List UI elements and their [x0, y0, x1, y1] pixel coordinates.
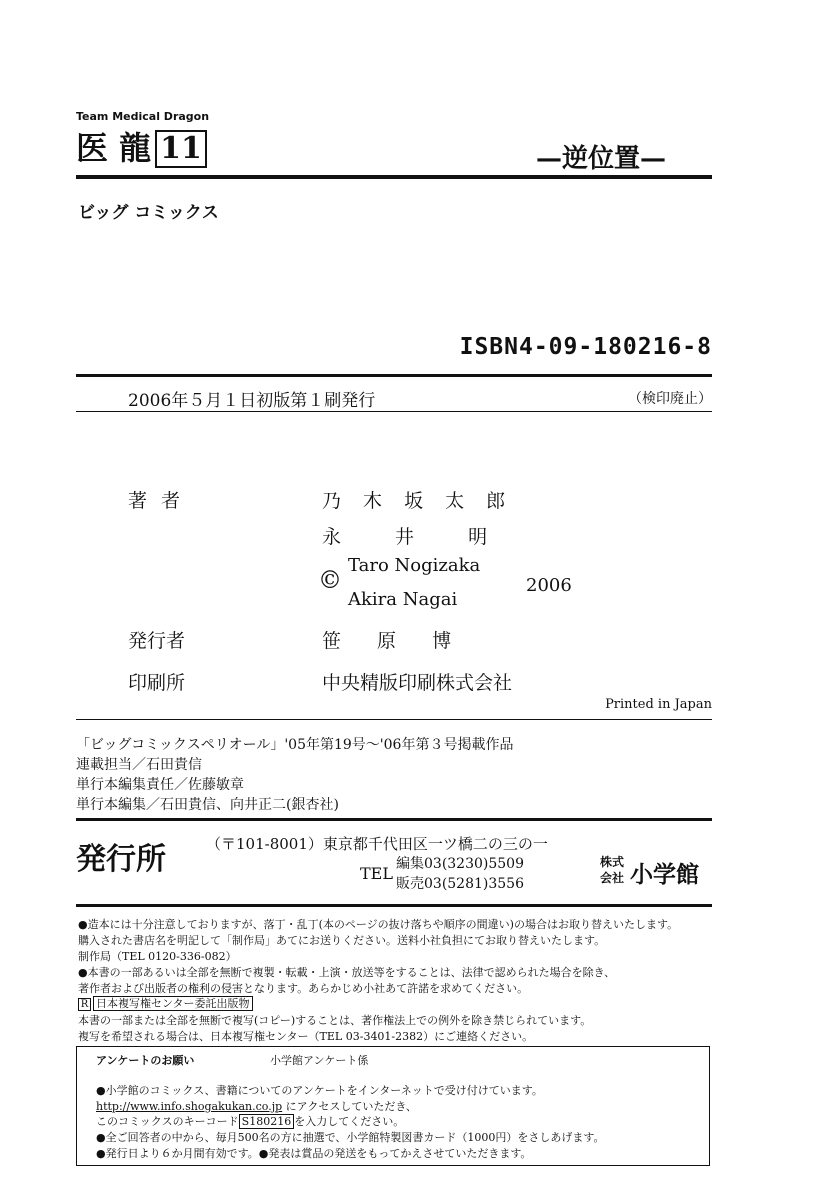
- notice-line-7: 本書の一部または全部を無断で複写(コピー)することは、著作権法上での例外を除き禁じられています。: [78, 1014, 592, 1027]
- survey-line-3: [96, 1113, 404, 1129]
- edition-date: 2006年５月１日初版第１刷発行: [128, 391, 376, 411]
- series-english-title: Team Medical Dragon: [76, 110, 210, 123]
- key-code: S180216: [239, 1114, 295, 1129]
- author-name-2: 永 井 明: [322, 526, 488, 548]
- publisher-person: 笹 原 博: [322, 630, 452, 652]
- publisher-address: （〒101-8001）東京都千代田区一ツ橋二の三の一: [206, 835, 548, 853]
- serial-line-1: 「ビッグコミックスペリオール」'05年第19号〜'06年第３号掲載作品: [76, 737, 514, 753]
- copyright-symbol: ©: [318, 566, 342, 594]
- seal-note: （検印廃止）: [628, 391, 712, 407]
- tel-editorial: 編集03(3230)5509: [396, 856, 524, 872]
- kabushiki-label: 株式: [600, 855, 625, 869]
- notice-line-3: 制作局（TEL 0120-336-082）: [78, 950, 237, 963]
- notice-line-6: [78, 995, 253, 1011]
- kaisha-label: 会社: [600, 871, 625, 885]
- survey-line-2: [96, 1098, 417, 1114]
- imprint-label: ビッグ コミックス: [78, 203, 219, 223]
- serial-line-2: 連載担当／石田貴信: [76, 757, 202, 773]
- survey-line-1: ●小学館のコミックス、書籍についてのアンケートをインターネットで受け付けています。: [96, 1084, 543, 1097]
- notice-line-8: 複写を希望される場合は、日本複写権センター（TEL 03-3401-2382）にご連絡ください。: [78, 1030, 534, 1043]
- rrc-text: 日本複写権センター委託出版物: [93, 996, 253, 1011]
- notice-line-4: ●本書の一部あるいは全部を無断で複製・転載・上演・放送等をすることは、法律で認められた場合を除き、: [78, 966, 616, 979]
- copyright-name-1: Taro Nogizaka: [348, 555, 481, 576]
- isbn: ISBN4-09-180216-8: [459, 334, 712, 360]
- author-name-1: 乃 木 坂 太 郎: [322, 490, 514, 512]
- survey-url-suffix: にアクセスしていただき、: [285, 1100, 417, 1113]
- serial-line-3: 単行本編集責任／佐藤敏章: [76, 777, 244, 793]
- key-code-prefix: このコミックスのキーコード: [96, 1115, 239, 1128]
- isbn-rule: [76, 374, 712, 377]
- publisher-rule: [76, 904, 712, 907]
- tel-label: TEL: [360, 864, 393, 883]
- key-code-suffix: を入力してください。: [294, 1115, 405, 1128]
- publisher-label: 発行所: [76, 842, 166, 877]
- notice-line-2: 購入された書店名を明記して「制作局」あてにお送りください。送料小社負担にてお取り替えいたします。: [78, 934, 606, 947]
- credits-rule: [76, 719, 712, 720]
- volume-number: 11: [155, 130, 207, 168]
- printed-in-japan: Printed in Japan: [605, 697, 712, 712]
- notice-line-1: ●造本には十分注意しておりますが、落丁・乱丁(本のページの抜け落ちや順序の間違い)の場合はお取り替えいたします。: [78, 918, 679, 931]
- survey-title: アンケートのお願い: [96, 1054, 195, 1067]
- survey-line-5: ●発行日より６か月間有効です。●発表は賞品の発送をもってかえさせていただきます。: [96, 1147, 532, 1160]
- publisher-person-label: 発行者: [128, 630, 186, 652]
- printer-name: 中央精版印刷株式会社: [322, 672, 513, 694]
- author-label: 著 者: [128, 490, 185, 512]
- notice-line-5: 著作者および出版者の権利の侵害となります。あらかじめ小社あて許諾を求めてください。: [78, 982, 529, 995]
- company-name: 小学館: [630, 862, 699, 888]
- tel-sales: 販売03(5281)3556: [396, 876, 524, 892]
- serial-line-4: 単行本編集／石田貴信、向井正二(銀杏社): [76, 797, 339, 813]
- serial-rule: [76, 818, 712, 821]
- subtitle: —逆位置—: [536, 144, 667, 174]
- main-title: [76, 130, 207, 168]
- edition-rule: [76, 411, 712, 412]
- copyright-name-2: Akira Nagai: [348, 589, 458, 610]
- survey-dept: 小学館アンケート係: [270, 1054, 369, 1067]
- printer-label: 印刷所: [128, 672, 186, 694]
- rrc-mark-icon: R: [78, 998, 91, 1011]
- title-text: 医 龍: [76, 129, 152, 167]
- copyright-year: 2006: [526, 575, 572, 596]
- survey-url-link[interactable]: http://www.info.shogakukan.co.jp: [96, 1100, 283, 1113]
- survey-line-4: ●全ご回答者の中から、毎月500名の方に抽選で、小学館特製図書カード（1000円）をさしあげます。: [96, 1131, 605, 1144]
- header-rule: [76, 175, 712, 179]
